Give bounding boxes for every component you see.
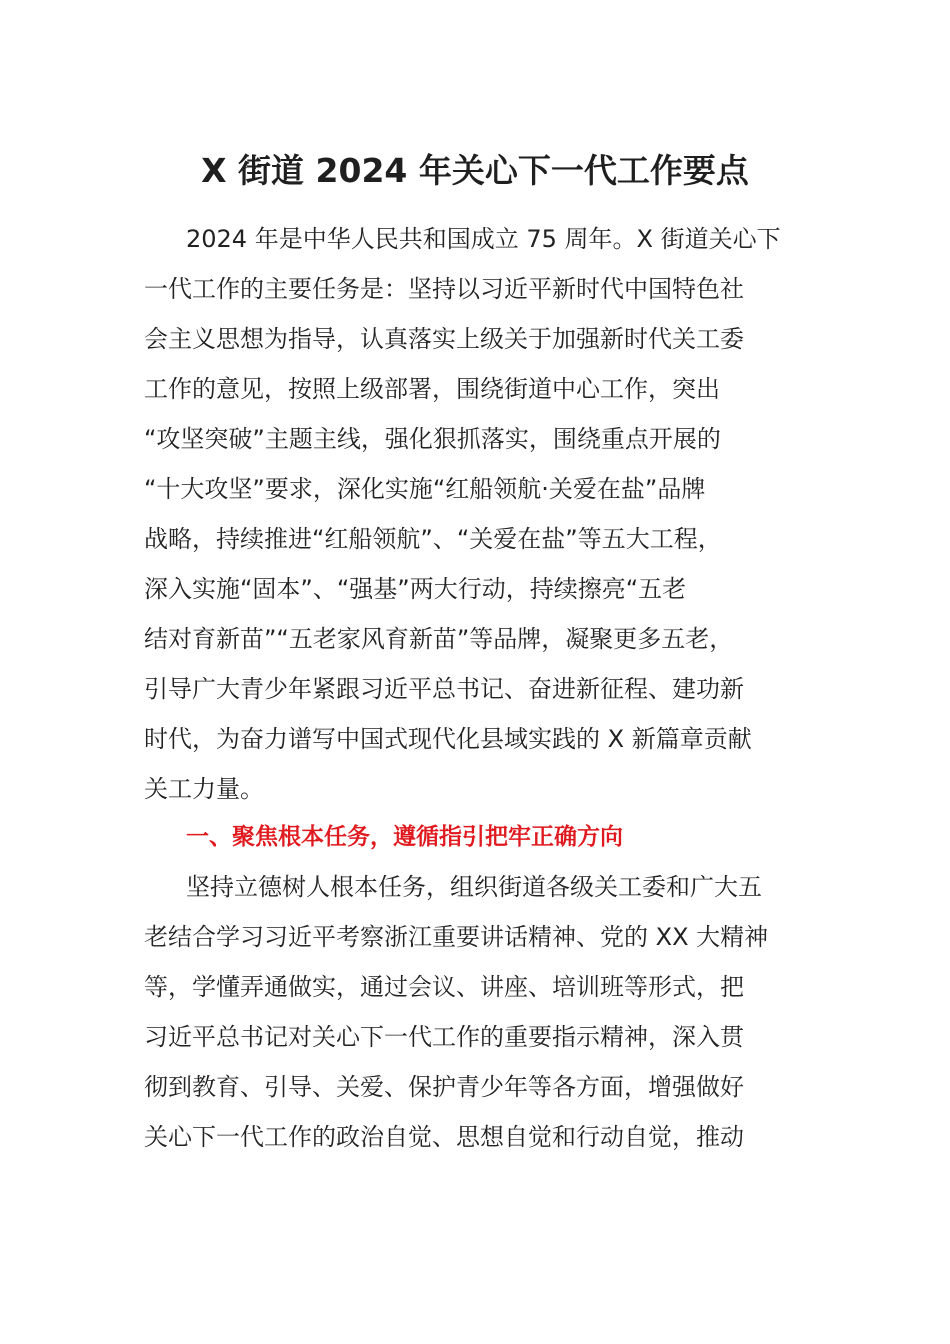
section1-paragraph [144,862,808,1162]
paragraph-line: 关工力量。 [144,775,264,803]
intro-paragraph [144,214,808,814]
section-heading: 一、聚焦根本任务，遵循指引把牢正确方向 [186,824,623,850]
paragraph-line: 时代，为奋力谱写中国式现代化县域实践的 X 新篇章贡献 [144,725,752,753]
paragraph-line: 2024 年是中华人民共和国成立 75 周年。X 街道关心下 [186,225,781,253]
paragraph-line: 老结合学习习近平考察浙江重要讲话精神、党的 XX 大精神 [144,923,769,951]
paragraph-line: 会主义思想为指导，认真落实上级关于加强新时代关工委 [144,325,744,353]
paragraph-line: 一代工作的主要任务是：坚持以习近平新时代中国特色社 [144,275,744,303]
paragraph-line: “攻坚突破”主题主线，强化狠抓落实，围绕重点开展的 [144,425,721,453]
paragraph-line: 彻到教育、引导、关爱、保护青少年等各方面，增强做好 [144,1073,744,1101]
paragraph-line: 坚持立德树人根本任务，组织街道各级关工委和广大五 [186,873,762,901]
paragraph-line: “十大攻坚”要求，深化实施“红船领航·关爱在盐”品牌 [144,475,706,503]
paragraph-line: 关心下一代工作的政治自觉、思想自觉和行动自觉，推动 [144,1123,744,1151]
paragraph-line: 深入实施“固本”、“强基”两大行动，持续擦亮“五老 [144,575,687,603]
document-title: X 街道 2024 年关心下一代工作要点 [201,151,749,190]
paragraph-line: 等，学懂弄通做实，通过会议、讲座、培训班等形式，把 [144,973,744,1001]
paragraph-line: 结对育新苗”“五老家风育新苗”等品牌，凝聚更多五老， [144,625,734,653]
paragraph-line: 引导广大青少年紧跟习近平总书记、奋进新征程、建功新 [144,675,744,703]
paragraph-line: 习近平总书记对关心下一代工作的重要指示精神，深入贯 [144,1023,744,1051]
paragraph-line: 战略，持续推进“红船领航”、“关爱在盐”等五大工程， [144,525,722,553]
paragraph-line: 工作的意见，按照上级部署，围绕街道中心工作，突出 [144,375,720,403]
